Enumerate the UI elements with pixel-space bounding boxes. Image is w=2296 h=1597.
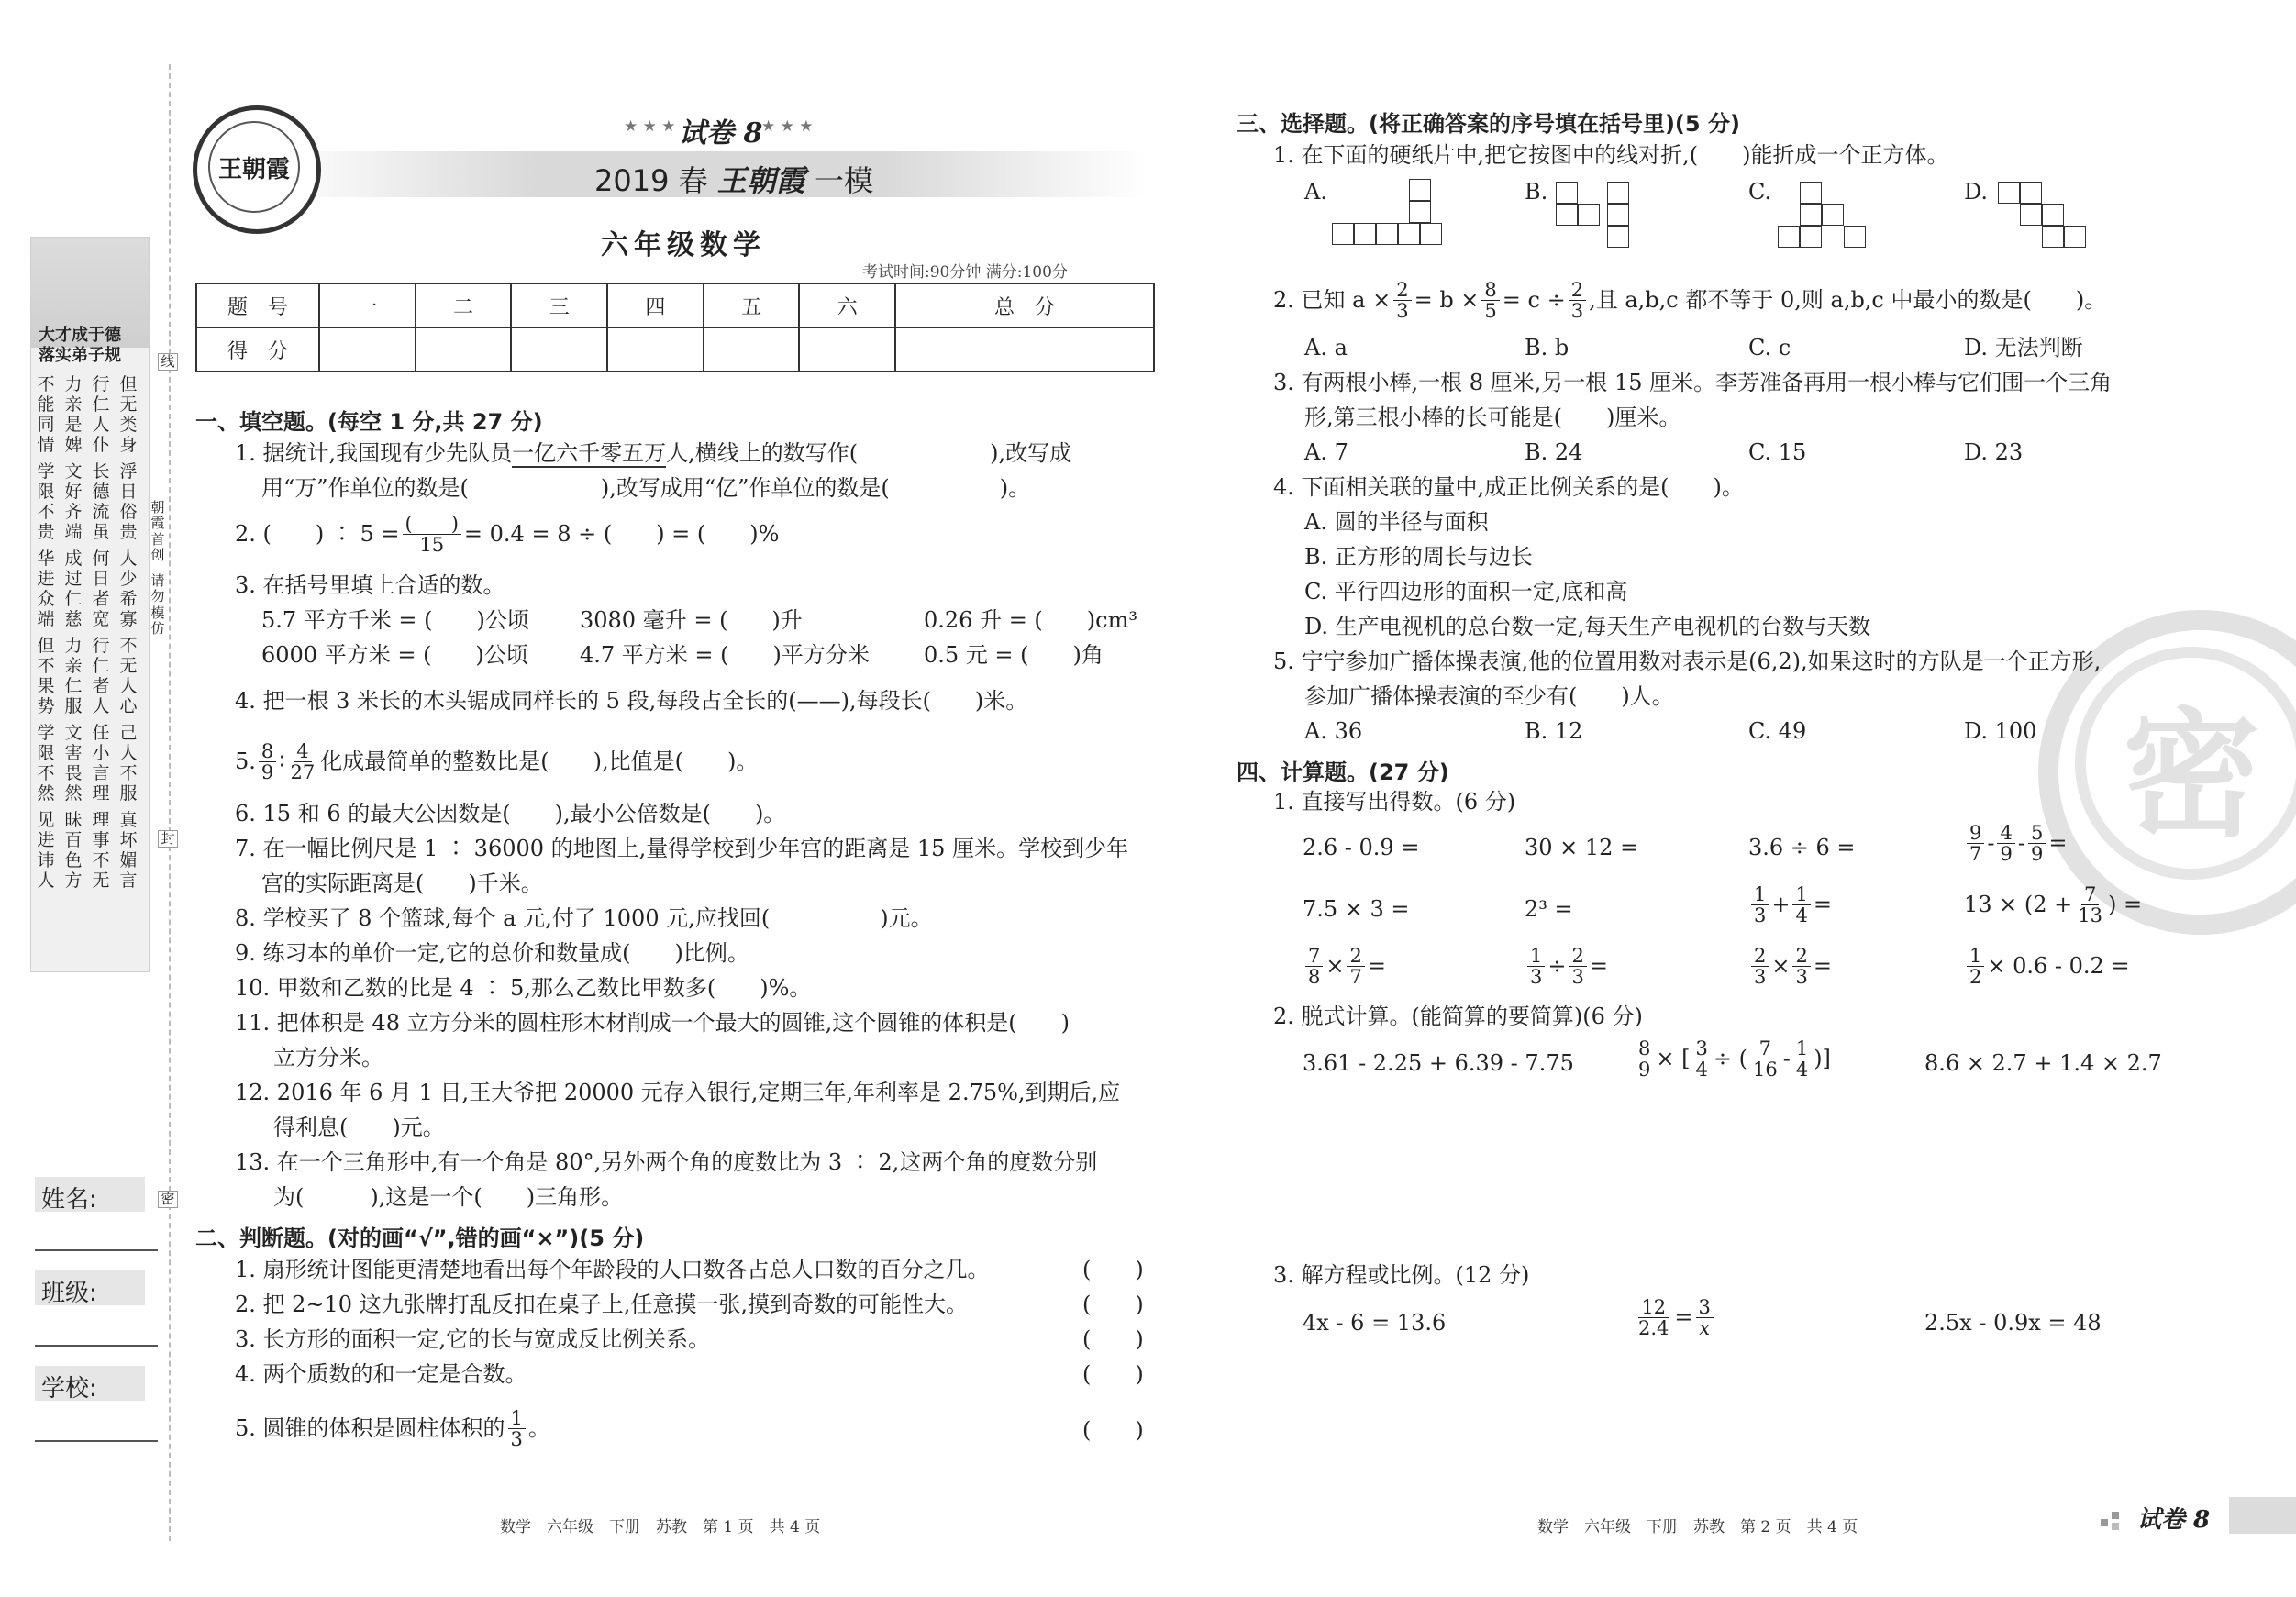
footer-left: 数学 六年级 下册 苏教 第 1 页 共 4 页 — [500, 1518, 821, 1536]
motto-col: 文好齐端 — [64, 461, 83, 542]
school-label: 学校: — [41, 1375, 97, 1403]
seal-label-seal: 封 — [158, 830, 178, 848]
judge-4: 4. 两个质数的和一定是合数。 — [235, 1361, 527, 1387]
motto-col: 学限不贵 — [37, 461, 55, 542]
calc-r1d-eq: = — [2048, 830, 2068, 857]
score-header: 一 — [319, 283, 416, 327]
calc-r2d-pre: 13 × (2 + — [1964, 892, 2073, 918]
q5-f2-num: 4 — [294, 741, 311, 762]
calc-r1-a: 2.6 - 0.9 = — [1303, 835, 1420, 860]
choice-q2-f1d: 3 — [1396, 300, 1409, 323]
q12-line1: 12. 2016 年 6 月 1 日,王大爷把 20000 元存入银行,定期三年,年利率是 2.75%,到期后,应 — [235, 1080, 1121, 1105]
calc-r2c-f1d: 3 — [1754, 904, 1767, 927]
calc-r2-c — [1748, 884, 1832, 926]
score-header: 三 — [511, 283, 607, 327]
exam-type: 一模 — [814, 163, 873, 198]
calc-r1d-f1d: 7 — [1969, 843, 1982, 866]
calc-s2-c: 8.6 × 2.7 + 1.4 × 2.7 — [1924, 1050, 2162, 1076]
choice-q3-opt-a: A. 7 — [1304, 439, 1348, 465]
calc-r2d-post: ) = — [2108, 892, 2143, 918]
equation-c: 2.5x - 0.9x = 48 — [1924, 1310, 2102, 1336]
motto-col: 浮日俗贵 — [119, 461, 138, 542]
motto-col: 力亲是婢 — [64, 374, 83, 455]
q7-line1: 7. 在一幅比例尺是 1 ∶ 36000 的地图上,量得学校到少年宫的距离是 15 厘米。学校到少年 — [235, 836, 1129, 861]
choice-q4-opt-b: B. 正方形的周长与边长 — [1304, 544, 1533, 570]
q3-r1-c: 0.26 升 = ( )cm³ — [924, 607, 1137, 633]
motto-col: 文害畏然 — [64, 723, 83, 804]
year-title: 2019 春 — [594, 163, 708, 198]
calc-s2b-f3d: 16 — [1752, 1059, 1778, 1081]
footer-right: 数学 六年级 下册 苏教 第 2 页 共 4 页 — [1537, 1518, 1858, 1536]
q1-underlined: 一亿六千零五万 — [512, 440, 667, 466]
motto-col: 昧百色方 — [64, 810, 83, 891]
calc-s2b-f2n: 3 — [1692, 1038, 1710, 1059]
motto-top: 大才成于德 — [39, 326, 121, 345]
calc-s2-b — [1633, 1038, 1831, 1080]
calc-r2-d — [1964, 884, 2142, 926]
q2-denominator: 15 — [419, 534, 445, 557]
binding-cut-line — [169, 64, 171, 1541]
calc-r3d-fd: 2 — [1969, 966, 1982, 989]
seal-label-line: 线 — [158, 353, 178, 371]
motto-col: 但无类身 — [119, 374, 138, 455]
motto-col: 长德流虽 — [92, 461, 110, 542]
q5-text: 化成最简单的整数比是( ),比值是( )。 — [320, 749, 759, 775]
section4-title: 四、计算题。(27 分) — [1237, 760, 1449, 785]
calc-r2c-f2n: 1 — [1792, 884, 1810, 905]
seal-label-mi: 密 — [158, 1191, 178, 1208]
score-cell[interactable] — [511, 327, 607, 372]
q11-line1: 11. 把体积是 48 立方分米的圆柱形木材削成一个最大的圆锥,这个圆锥的体积是( ) — [235, 1010, 1070, 1036]
calc-r3b-op: ÷ — [1547, 953, 1567, 980]
choice-q2-f1n: 2 — [1393, 280, 1411, 301]
choice-q4-opt-d: D. 生产电视机的总台数一定,每天生产电视机的台数与天数 — [1304, 614, 1871, 639]
q2-text-a: 2. ( ) ∶ 5 = — [235, 521, 400, 548]
choice-q2-opt-a: A. a — [1304, 335, 1348, 360]
eq-b-f2d: x — [1699, 1317, 1711, 1340]
class-field[interactable] — [35, 1345, 158, 1347]
q5-f1-den: 9 — [261, 761, 274, 784]
calc-s2b-mid3: - — [1782, 1046, 1791, 1072]
choice-q2-b: = b × — [1414, 287, 1480, 314]
score-cell[interactable] — [895, 327, 1154, 372]
motto-col: 己人不服 — [119, 723, 138, 804]
q3-r1-b: 3080 毫升 = ( )升 — [580, 607, 803, 633]
calc-r3c-eq: = — [1813, 953, 1832, 980]
q2-text-b: = 0.4 = 8 ÷ ( ) = ( )% — [463, 521, 780, 548]
calc-r3c-f2d: 3 — [1795, 966, 1808, 989]
q1-text: 1. 据统计,我国现有少先队员 — [235, 440, 513, 466]
calc-r2-a: 7.5 × 3 = — [1303, 896, 1410, 922]
q11-line2: 立方分米。 — [273, 1045, 383, 1070]
calc-r3-c — [1748, 946, 1832, 987]
stars-right: ★ ★ ★ — [761, 117, 814, 136]
calc-s2b-mid2: ÷ ( — [1713, 1046, 1747, 1072]
q3-r2-a: 6000 平方米 = ( )公顷 — [261, 642, 528, 668]
q1-line2: 用“万”作单位的数是( ),改写成用“亿”作单位的数是( )。 — [261, 475, 1031, 501]
calc-sub1: 1. 直接写出得数。(6 分) — [1273, 789, 1516, 815]
choice-q1: 1. 在下面的硬纸片中,把它按图中的线对折,( )能折成一个正方体。 — [1273, 142, 1949, 168]
calc-r2d-fd: 13 — [2078, 904, 2103, 927]
score-cell[interactable] — [799, 327, 895, 372]
footer-tag: 试卷 8 — [2137, 1506, 2211, 1534]
choice-q5-opt-d: D. 100 — [1964, 718, 2037, 744]
motto-col: 力亲仁服 — [64, 636, 83, 716]
calc-r3b-eq: = — [1589, 953, 1608, 980]
judge-answer-box[interactable]: ( ) — [1082, 1361, 1144, 1387]
name-label: 姓名: — [41, 1186, 97, 1214]
choice-q3-line1: 3. 有两根小棒,一根 8 厘米,另一根 15 厘米。李芳准备再用一根小棒与它们围一个三角 — [1273, 370, 2113, 395]
motto-col: 人少希寡 — [119, 549, 138, 629]
judge-5-text: 5. 圆锥的体积是圆柱体积的 — [235, 1415, 505, 1442]
choice-q2-opt-d: D. 无法判断 — [1964, 335, 2083, 360]
calc-r2c-eq: = — [1813, 892, 1832, 918]
q5-colon: ∶ — [279, 749, 285, 775]
calc-r3a-f2n: 2 — [1347, 946, 1364, 967]
brand-name: 王朝霞 — [716, 163, 805, 198]
calc-s2b-f1d: 9 — [1638, 1059, 1651, 1081]
eq-b-f1n: 12 — [1638, 1297, 1669, 1318]
choice-q4-opt-a: A. 圆的半径与面积 — [1304, 509, 1489, 535]
calc-r3d-fn: 1 — [1967, 946, 1984, 967]
q5-f1-num: 8 — [259, 741, 276, 762]
calc-r3a-f2d: 7 — [1349, 966, 1362, 989]
calc-r1d-op1: - — [1987, 830, 1995, 857]
choice-q3-opt-c: C. 15 — [1748, 439, 1807, 465]
calc-s2b-end: )] — [1814, 1046, 1831, 1072]
score-cell[interactable] — [416, 327, 512, 372]
name-field[interactable] — [35, 1249, 158, 1251]
equation-a: 4x - 6 = 13.6 — [1303, 1310, 1447, 1336]
calc-r1-d — [1964, 823, 2067, 864]
choice-q4-opt-c: C. 平行四边形的面积一定,底和高 — [1304, 579, 1628, 604]
calc-r1d-f1n: 9 — [1967, 823, 1984, 844]
judge-5-num: 1 — [508, 1408, 526, 1429]
q3-r1-a: 5.7 平方千米 = ( )公顷 — [261, 607, 529, 633]
choice-q5-line2: 参加广播体操表演的至少有( )人。 — [1304, 683, 1674, 709]
footer-tab — [2229, 1497, 2296, 1534]
calc-r2c-f2d: 4 — [1795, 904, 1808, 927]
motto-col: 成过仁慈 — [64, 549, 83, 629]
q3-r2-c: 0.5 元 = ( )角 — [924, 642, 1104, 668]
score-header: 题 号 — [196, 283, 319, 327]
q10: 10. 甲数和乙数的比是 4 ∶ 5,那么乙数比甲数多( )%。 — [235, 975, 812, 1001]
logo-text: 王朝霞 — [208, 121, 300, 213]
section2-title: 二、判断题。(对的画“√”,错的画“×”)(5 分) — [195, 1225, 645, 1251]
score-cell[interactable] — [704, 327, 800, 372]
q3: 3. 在括号里填上合适的数。 — [235, 572, 505, 598]
calc-s2-a: 3.61 - 2.25 + 6.39 - 7.75 — [1303, 1050, 1574, 1076]
judge-answer-box[interactable]: ( ) — [1082, 1326, 1144, 1352]
calc-s2b-f2d: 4 — [1695, 1059, 1708, 1081]
calc-r3d-post: × 0.6 - 0.2 = — [1987, 953, 2130, 980]
q7-line2: 宫的实际距离是( )千米。 — [261, 871, 543, 896]
eq-b-f1d: 2.4 — [1638, 1317, 1669, 1340]
q3-r2-b: 4.7 平方米 = ( )平方分米 — [580, 642, 870, 668]
q2 — [235, 514, 779, 555]
calc-r3b-f1n: 1 — [1527, 946, 1545, 967]
q5 — [235, 741, 758, 782]
calc-r3a-f1d: 8 — [1308, 966, 1321, 989]
calc-r1d-f3d: 9 — [2030, 843, 2044, 866]
stars-left: ★ ★ ★ — [624, 117, 676, 136]
calc-s2b-f3n: 7 — [1757, 1038, 1774, 1059]
choice-q2-d: ,且 a,b,c 都不等于 0,则 a,b,c 中最小的数是( )。 — [1589, 287, 2107, 314]
motto-col: 理事不无 — [92, 810, 110, 891]
calc-r3c-op: × — [1771, 953, 1791, 980]
motto-col: 真坏媚言 — [119, 810, 138, 891]
calc-r1-c: 3.6 ÷ 6 = — [1748, 835, 1856, 860]
choice-q5-opt-c: C. 49 — [1748, 718, 1807, 744]
choice-q2-a: 2. 已知 a × — [1273, 287, 1392, 314]
score-table — [195, 283, 1155, 372]
choice-q2-opt-b: B. b — [1525, 335, 1569, 360]
motto-col: 不能同情 — [37, 374, 55, 455]
eq-b-f2n: 3 — [1696, 1297, 1714, 1318]
calc-r3-a — [1303, 946, 1386, 987]
calc-r3a-f1n: 7 — [1305, 946, 1323, 967]
calc-r3b-f2d: 3 — [1571, 966, 1584, 989]
choice-q3-opt-b: B. 24 — [1525, 439, 1583, 465]
score-header: 四 — [607, 283, 704, 327]
calc-r3c-f2n: 2 — [1792, 946, 1810, 967]
calc-sub2: 2. 脱式计算。(能简算的要简算)(6 分) — [1273, 1004, 1643, 1029]
score-header: 二 — [416, 283, 512, 327]
motto-col: 何日者宽 — [92, 549, 110, 629]
calc-r1d-op2: - — [2017, 830, 2025, 857]
motto-panel — [30, 237, 150, 972]
equation-b — [1633, 1297, 1716, 1338]
calc-r1d-f3n: 5 — [2028, 823, 2046, 844]
choice-q2-f3n: 2 — [1569, 280, 1586, 301]
side-label: 请勿模仿 — [150, 572, 165, 637]
choice-q1-opt-d: D. — [1964, 179, 1989, 205]
calc-s2b-mid1: × [ — [1656, 1046, 1691, 1072]
score-cell[interactable] — [319, 327, 416, 372]
judge-answer-box[interactable]: ( ) — [1082, 1417, 1144, 1443]
judge-5-end: 。 — [527, 1415, 550, 1442]
calc-r2-b: 2³ = — [1525, 896, 1573, 922]
eq-b-eq: = — [1674, 1304, 1693, 1331]
section3-title: 三、选择题。(将正确答案的序号填在括号里)(5 分) — [1237, 111, 1740, 137]
score-header: 五 — [704, 283, 800, 327]
score-header: 六 — [799, 283, 895, 327]
motto-bottom: 落实弟子规 — [39, 346, 121, 365]
q12-line2: 得利息( )元。 — [273, 1115, 445, 1140]
q1-line1 — [235, 440, 1071, 467]
motto-col: 行仁者人 — [92, 636, 110, 716]
section1-title: 一、填空题。(每空 1 分,共 27 分) — [195, 409, 543, 435]
calc-r3c-f1n: 2 — [1751, 946, 1769, 967]
choice-q2-c: = c ÷ — [1502, 287, 1566, 314]
motto-col: 学限不然 — [37, 723, 55, 804]
calc-r3c-f1d: 3 — [1754, 966, 1767, 989]
calc-r1-b: 30 × 12 = — [1525, 835, 1639, 860]
subject-title: 六年级数学 — [601, 229, 766, 261]
motto-col: 行仁人仆 — [92, 374, 110, 455]
choice-q2-f2d: 5 — [1484, 300, 1497, 323]
choice-q4: 4. 下面相关联的量中,成正比例关系的是( )。 — [1273, 474, 1744, 500]
choice-q2 — [1273, 280, 2106, 321]
judge-5-den: 3 — [510, 1428, 523, 1451]
q5-f2-den: 27 — [290, 761, 316, 784]
judge-1: 1. 扇形统计图能更清楚地看出每个年龄段的人口数各占总人口数的百分之几。 — [235, 1257, 990, 1282]
q1-text-b: 人,横线上的数写作( ),改写成 — [666, 440, 1072, 466]
score-cell[interactable] — [607, 327, 704, 372]
choice-q2-f2n: 8 — [1481, 280, 1499, 301]
seal-glyph: 密 — [2075, 647, 2296, 880]
choice-q5-opt-a: A. 36 — [1304, 718, 1363, 744]
judge-answer-box[interactable]: ( ) — [1082, 1292, 1144, 1317]
school-field[interactable] — [35, 1440, 158, 1442]
motto-col: 见进讳人 — [37, 810, 55, 891]
motto-col: 不无人心 — [119, 636, 138, 716]
motto-col: 任小言理 — [92, 723, 110, 804]
calc-r3b-f2n: 2 — [1569, 946, 1586, 967]
exam-info: 考试时间:90分钟 满分:100分 — [862, 263, 1068, 282]
judge-2: 2. 把 2~10 这九张牌打乱反扣在桌子上,任意摸一张,摸到奇数的可能性大。 — [235, 1292, 968, 1317]
score-row-label: 得 分 — [196, 327, 319, 372]
calc-r2c-f1n: 1 — [1751, 884, 1769, 905]
choice-q1-opt-b: B. — [1525, 179, 1548, 205]
choice-q1-opt-c: C. — [1748, 179, 1772, 205]
q2-numerator: ( ) — [403, 514, 461, 535]
judge-5 — [235, 1408, 550, 1449]
choice-q3-line2: 形,第三根小棒的长可能是( )厘米。 — [1304, 405, 1681, 430]
class-label: 班级: — [41, 1280, 97, 1307]
calc-r1d-f2n: 4 — [1997, 823, 2014, 844]
brand-logo — [193, 105, 321, 234]
q6: 6. 15 和 6 的最大公因数是( ),最小公倍数是( )。 — [235, 801, 786, 826]
score-header: 总 分 — [895, 283, 1154, 327]
calc-r1d-f2d: 9 — [2000, 843, 2013, 866]
choice-q5-line1: 5. 宁宁参加广播体操表演,他的位置用数对表示是(6,2),如果这时的方队是一个正方形, — [1273, 649, 2102, 674]
series-label: 试卷 8 — [679, 117, 763, 150]
calc-r3a-eq: = — [1367, 953, 1386, 980]
choice-q1-opt-a: A. — [1304, 179, 1327, 205]
choice-q3-opt-d: D. 23 — [1964, 439, 2024, 465]
q2-fraction — [403, 514, 461, 555]
calc-r3-d — [1964, 946, 2130, 987]
q13-line1: 13. 在一个三角形中,有一个角是 80°,另外两个角的度数比为 3 ∶ 2,这两个角的度数分别 — [235, 1149, 1098, 1175]
calc-s2b-f4d: 4 — [1795, 1059, 1809, 1081]
calc-r3-b — [1525, 946, 1608, 987]
q13-line2: 为( ),这是一个( )三角形。 — [273, 1184, 624, 1210]
judge-answer-box[interactable]: ( ) — [1082, 1257, 1144, 1282]
calc-r3a-op: × — [1325, 953, 1345, 980]
calc-s2b-f4n: 1 — [1793, 1038, 1811, 1059]
calc-s2b-f1n: 8 — [1636, 1038, 1653, 1059]
motto-col: 但不果势 — [37, 636, 55, 716]
choice-q5-opt-b: B. 12 — [1525, 718, 1583, 744]
calc-r2c-op: + — [1771, 892, 1791, 918]
choice-q2-f3d: 3 — [1570, 300, 1584, 323]
q5-num: 5. — [235, 749, 256, 775]
judge-3: 3. 长方形的面积一定,它的长与宽成反比例关系。 — [235, 1326, 711, 1352]
choice-q2-opt-c: C. c — [1748, 335, 1791, 360]
calc-r2d-fn: 7 — [2081, 884, 2099, 905]
side-label: 朝霞首创 — [150, 499, 165, 563]
q4: 4. 把一根 3 米长的木头锯成同样长的 5 段,每段占全长的(——),每段长( )米。 — [235, 688, 1028, 714]
q8: 8. 学校买了 8 个篮球,每个 a 元,付了 1000 元,应找回( )元。 — [235, 905, 933, 931]
motto-col: 华进众端 — [37, 549, 55, 629]
calc-sub3: 3. 解方程或比例。(12 分) — [1273, 1262, 1530, 1288]
q9: 9. 练习本的单价一定,它的总价和数量成( )比例。 — [235, 940, 749, 966]
calc-r3b-f1d: 3 — [1530, 966, 1543, 989]
